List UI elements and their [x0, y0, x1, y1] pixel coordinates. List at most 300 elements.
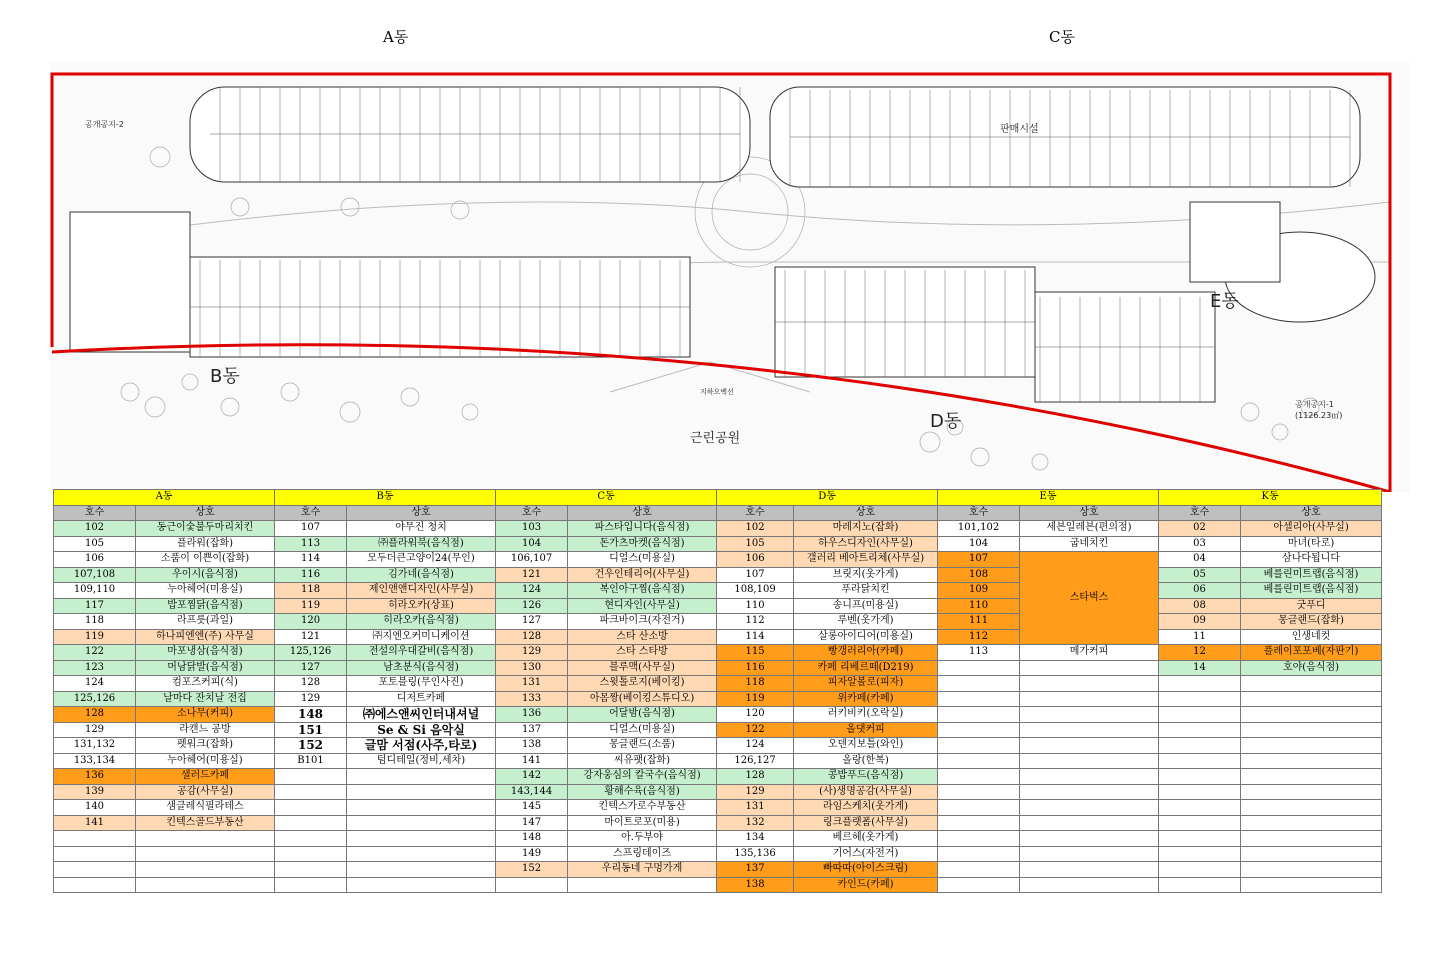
- table-row: [54, 846, 1382, 862]
- unit-number-cell: 05: [1159, 567, 1241, 583]
- unit-number-cell: [275, 846, 347, 862]
- store-name-cell: 갤러리 베아트리체(사무실): [794, 552, 938, 568]
- map-label-public1-area: (1126.23㎡): [1295, 411, 1343, 420]
- unit-number-cell: 128: [496, 629, 568, 645]
- store-name-cell: [1020, 831, 1159, 847]
- store-name-cell: 히라오카(음식점): [347, 614, 496, 630]
- store-name-cell: 빠따따(아이스크림): [794, 862, 938, 878]
- table-row: [54, 676, 1382, 692]
- unit-number-cell: 119: [275, 598, 347, 614]
- store-name-cell: [1241, 738, 1382, 754]
- store-name-cell: 히라오카(상표): [347, 598, 496, 614]
- store-name-cell: 카인드(카페): [794, 877, 938, 893]
- unit-number-cell: 106,107: [496, 552, 568, 568]
- store-name-cell: 위카페(카페): [794, 691, 938, 707]
- map-label-ramp: 지하오백선: [700, 388, 734, 396]
- store-name-cell: [1020, 691, 1159, 707]
- table-row: [54, 722, 1382, 738]
- store-name-cell: 빵갱러리아(카페): [794, 645, 938, 661]
- building-header-3: D동: [717, 490, 938, 506]
- store-name-cell: [1241, 846, 1382, 862]
- store-name-cell: 아.두부야: [568, 831, 717, 847]
- store-name-cell: 아몸짱(베이킹스튜디오): [568, 691, 717, 707]
- column-header-name: 상호: [347, 505, 496, 521]
- unit-number-cell: [938, 660, 1020, 676]
- table-row: [54, 552, 1382, 568]
- unit-number-cell: 124: [54, 676, 136, 692]
- unit-number-cell: 119: [54, 629, 136, 645]
- store-name-cell: 씨유팻(잡화): [568, 753, 717, 769]
- unit-number-cell: [275, 815, 347, 831]
- unit-number-cell: 129: [496, 645, 568, 661]
- store-name-cell: 킨텍스가로수부동산: [568, 800, 717, 816]
- unit-number-cell: [1159, 707, 1241, 723]
- unit-number-cell: 124: [496, 583, 568, 599]
- map-label-public2: 공개공지-2: [85, 120, 124, 129]
- store-name-cell: 라캔느 공방: [136, 722, 275, 738]
- unit-number-cell: 107: [275, 521, 347, 537]
- unit-number-cell: [1159, 800, 1241, 816]
- unit-number-cell: 114: [717, 629, 794, 645]
- label-building-a: A동: [383, 28, 409, 46]
- building-header-row: [54, 490, 1382, 506]
- unit-number-cell: 11: [1159, 629, 1241, 645]
- unit-number-cell: 108,109: [717, 583, 794, 599]
- store-name-cell: 김가네(음식점): [347, 567, 496, 583]
- unit-number-cell: 105: [717, 536, 794, 552]
- store-name-cell: 피자알볼로(피자): [794, 676, 938, 692]
- unit-number-cell: 102: [54, 521, 136, 537]
- store-name-cell: ㈜플라워북(음식점): [347, 536, 496, 552]
- store-name-cell: [1020, 660, 1159, 676]
- store-directory-table: [53, 489, 1381, 893]
- unit-number-cell: 128: [275, 676, 347, 692]
- store-name-cell: 텀디테일(정비,세차): [347, 753, 496, 769]
- store-name-cell: [1241, 707, 1382, 723]
- unit-number-cell: 147: [496, 815, 568, 831]
- table-row: [54, 862, 1382, 878]
- store-name-cell: 현디자인(사무실): [568, 598, 717, 614]
- store-name-cell: Se & Si 음악실: [347, 722, 496, 738]
- unit-number-cell: [1159, 862, 1241, 878]
- store-name-cell: 기어스(자전거): [794, 846, 938, 862]
- unit-number-cell: 129: [275, 691, 347, 707]
- unit-number-cell: 151: [275, 722, 347, 738]
- store-name-cell: 플라워(잡화): [136, 536, 275, 552]
- store-name-cell: 동근이숯불두마리치킨: [136, 521, 275, 537]
- store-name-cell: [347, 831, 496, 847]
- store-name-cell: 파크바이크(자전거): [568, 614, 717, 630]
- unit-number-cell: 107: [938, 552, 1020, 568]
- table-row: [54, 800, 1382, 816]
- unit-number-cell: [1159, 691, 1241, 707]
- store-name-cell: [1020, 676, 1159, 692]
- table-body: [54, 521, 1382, 893]
- unit-number-cell: 134: [717, 831, 794, 847]
- unit-number-cell: 114: [275, 552, 347, 568]
- unit-number-cell: 105: [54, 536, 136, 552]
- store-name-cell: 파스타입니다(음식점): [568, 521, 717, 537]
- unit-number-cell: [275, 800, 347, 816]
- unit-number-cell: [1159, 738, 1241, 754]
- unit-number-cell: B101: [275, 753, 347, 769]
- column-header-row: [54, 505, 1382, 521]
- unit-number-cell: [1159, 784, 1241, 800]
- store-name-cell: 글맘 서점(사주,타로): [347, 738, 496, 754]
- store-name-cell: 날마다 잔치날 전집: [136, 691, 275, 707]
- unit-number-cell: [938, 862, 1020, 878]
- unit-number-cell: 148: [275, 707, 347, 723]
- store-name-cell: 펫워크(잡화): [136, 738, 275, 754]
- unit-number-cell: 128: [717, 769, 794, 785]
- store-name-cell: [347, 877, 496, 893]
- unit-number-cell: 117: [54, 598, 136, 614]
- store-name-cell: [1020, 846, 1159, 862]
- starbucks-merged-cell: 스타벅스: [1020, 552, 1159, 645]
- store-name-cell: 카페 리베르떼(D219): [794, 660, 938, 676]
- table-row: [54, 521, 1382, 537]
- unit-number-cell: 106: [54, 552, 136, 568]
- column-header-name: 상호: [136, 505, 275, 521]
- column-header-name: 상호: [794, 505, 938, 521]
- store-name-cell: [1241, 815, 1382, 831]
- unit-number-cell: 109: [938, 583, 1020, 599]
- unit-number-cell: 115: [717, 645, 794, 661]
- site-plan-map: [50, 62, 1410, 492]
- unit-number-cell: [54, 862, 136, 878]
- store-name-cell: [136, 877, 275, 893]
- unit-number-cell: 122: [717, 722, 794, 738]
- store-name-cell: [1241, 676, 1382, 692]
- unit-number-cell: 110: [938, 598, 1020, 614]
- table-row: [54, 567, 1382, 583]
- unit-number-cell: 140: [54, 800, 136, 816]
- store-name-cell: [1241, 769, 1382, 785]
- table-row: [54, 629, 1382, 645]
- store-name-cell: 황해수육(음식점): [568, 784, 717, 800]
- store-name-cell: [1020, 753, 1159, 769]
- store-name-cell: [347, 784, 496, 800]
- unit-number-cell: 136: [54, 769, 136, 785]
- store-name-cell: 어달밤(음식점): [568, 707, 717, 723]
- unit-number-cell: 138: [496, 738, 568, 754]
- table-row: [54, 645, 1382, 661]
- unit-number-cell: 116: [275, 567, 347, 583]
- unit-number-cell: 120: [717, 707, 794, 723]
- unit-number-cell: 152: [496, 862, 568, 878]
- store-name-cell: 포토블링(무인사진): [347, 676, 496, 692]
- table-row: [54, 769, 1382, 785]
- store-name-cell: (사)생명공감(사무실): [794, 784, 938, 800]
- store-name-cell: 몽글랜드(잡화): [1241, 614, 1382, 630]
- store-name-cell: 머남닭발(음식점): [136, 660, 275, 676]
- column-header-num: 호수: [496, 505, 568, 521]
- store-name-cell: 남초분식(음식점): [347, 660, 496, 676]
- unit-number-cell: [275, 784, 347, 800]
- store-name-cell: 하우스디자인(사무실): [794, 536, 938, 552]
- store-name-cell: [347, 862, 496, 878]
- unit-number-cell: 112: [938, 629, 1020, 645]
- store-name-cell: 세븐일레븐(편의점): [1020, 521, 1159, 537]
- unit-number-cell: [1159, 722, 1241, 738]
- store-name-cell: 공감(사무실): [136, 784, 275, 800]
- unit-number-cell: 107,108: [54, 567, 136, 583]
- store-name-cell: 스윗톨로지(베이킹): [568, 676, 717, 692]
- store-name-cell: [1020, 862, 1159, 878]
- store-name-cell: [347, 769, 496, 785]
- map-label-b: B동: [210, 366, 240, 387]
- unit-number-cell: 123: [54, 660, 136, 676]
- unit-number-cell: [938, 800, 1020, 816]
- table-row: [54, 583, 1382, 599]
- store-name-cell: 누아헤어(미용실): [136, 583, 275, 599]
- label-building-c: C동: [1049, 28, 1075, 46]
- store-name-cell: 라프릇(과일): [136, 614, 275, 630]
- store-name-cell: [1241, 831, 1382, 847]
- table-row: [54, 815, 1382, 831]
- store-name-cell: [1020, 784, 1159, 800]
- store-name-cell: [136, 862, 275, 878]
- unit-number-cell: 110: [717, 598, 794, 614]
- store-name-cell: 강자웅심의 칼국수(음식점): [568, 769, 717, 785]
- store-name-cell: 인생네컷: [1241, 629, 1382, 645]
- store-name-cell: 컴포즈커피(식): [136, 676, 275, 692]
- unit-number-cell: [1159, 846, 1241, 862]
- unit-number-cell: 126: [496, 598, 568, 614]
- store-name-cell: 전설의우대갈비(음식점): [347, 645, 496, 661]
- unit-number-cell: 142: [496, 769, 568, 785]
- store-name-cell: 제인앤앤디자인(사무실): [347, 583, 496, 599]
- unit-number-cell: [938, 691, 1020, 707]
- unit-number-cell: [496, 877, 568, 893]
- map-label-public1: 공개공지-1: [1295, 400, 1334, 409]
- store-name-cell: [1020, 738, 1159, 754]
- store-name-cell: 플레이포포베(자판기): [1241, 645, 1382, 661]
- unit-number-cell: [938, 753, 1020, 769]
- store-name-cell: 샐러드카페: [136, 769, 275, 785]
- unit-number-cell: 143,144: [496, 784, 568, 800]
- map-label-park: 근린공원: [690, 431, 741, 446]
- column-header-num: 호수: [717, 505, 794, 521]
- unit-number-cell: 131: [496, 676, 568, 692]
- unit-number-cell: 104: [496, 536, 568, 552]
- unit-number-cell: [1159, 753, 1241, 769]
- unit-number-cell: 152: [275, 738, 347, 754]
- store-name-cell: 돈가츠마켓(음식점): [568, 536, 717, 552]
- unit-number-cell: [54, 831, 136, 847]
- store-name-cell: [1020, 707, 1159, 723]
- building-header-2: C동: [496, 490, 717, 506]
- store-name-cell: [1241, 722, 1382, 738]
- unit-number-cell: 118: [275, 583, 347, 599]
- store-name-cell: ㈜에스앤씨인터내셔널: [347, 707, 496, 723]
- unit-number-cell: 122: [54, 645, 136, 661]
- store-name-cell: 호야(음식점): [1241, 660, 1382, 676]
- store-name-cell: 마레지노(잡화): [794, 521, 938, 537]
- table-row: [54, 614, 1382, 630]
- unit-number-cell: [1159, 769, 1241, 785]
- store-name-cell: [1241, 753, 1382, 769]
- store-name-cell: [1241, 784, 1382, 800]
- store-name-cell: 올랑(한복): [794, 753, 938, 769]
- store-name-cell: 살롱아이디어(미용실): [794, 629, 938, 645]
- unit-number-cell: 107: [717, 567, 794, 583]
- store-name-cell: 킨텍스골드부동산: [136, 815, 275, 831]
- store-name-cell: 우이시(음식점): [136, 567, 275, 583]
- unit-number-cell: 04: [1159, 552, 1241, 568]
- building-header-1: B동: [275, 490, 496, 506]
- unit-number-cell: 125,126: [275, 645, 347, 661]
- store-name-cell: ㈜지엔오커미니케이션: [347, 629, 496, 645]
- store-name-cell: [1241, 800, 1382, 816]
- unit-number-cell: [1159, 815, 1241, 831]
- table-row: [54, 598, 1382, 614]
- unit-number-cell: 109,110: [54, 583, 136, 599]
- unit-number-cell: [938, 815, 1020, 831]
- unit-number-cell: 124: [717, 738, 794, 754]
- unit-number-cell: 139: [54, 784, 136, 800]
- unit-number-cell: 104: [938, 536, 1020, 552]
- building-header-5: K동: [1159, 490, 1382, 506]
- unit-number-cell: [938, 738, 1020, 754]
- unit-number-cell: 12: [1159, 645, 1241, 661]
- unit-number-cell: [938, 846, 1020, 862]
- unit-number-cell: 129: [717, 784, 794, 800]
- unit-number-cell: 137: [496, 722, 568, 738]
- unit-number-cell: 106: [717, 552, 794, 568]
- store-name-cell: 베를린미트랩(음식점): [1241, 567, 1382, 583]
- column-header-name: 상호: [1020, 505, 1159, 521]
- unit-number-cell: [938, 769, 1020, 785]
- store-name-cell: [1020, 722, 1159, 738]
- store-name-cell: 링크플랫폼(사무실): [794, 815, 938, 831]
- store-name-cell: 블루맥(사무실): [568, 660, 717, 676]
- store-name-cell: 밥포찜닭(음식점): [136, 598, 275, 614]
- unit-number-cell: 126,127: [717, 753, 794, 769]
- store-name-cell: 마이트로포(미용): [568, 815, 717, 831]
- map-label-sales: 판매시설: [1000, 124, 1039, 135]
- store-name-cell: 마녀(타로): [1241, 536, 1382, 552]
- store-name-cell: [1020, 877, 1159, 893]
- unit-number-cell: [938, 784, 1020, 800]
- unit-number-cell: [54, 877, 136, 893]
- unit-number-cell: [1159, 831, 1241, 847]
- table-row: [54, 784, 1382, 800]
- unit-number-cell: 121: [275, 629, 347, 645]
- unit-number-cell: 129: [54, 722, 136, 738]
- unit-number-cell: 14: [1159, 660, 1241, 676]
- store-name-cell: 누아헤어(미용실): [136, 753, 275, 769]
- store-name-cell: 스타 스타방: [568, 645, 717, 661]
- store-name-cell: [347, 800, 496, 816]
- store-name-cell: [1020, 800, 1159, 816]
- store-name-cell: 루벤(옷가게): [794, 614, 938, 630]
- unit-number-cell: 111: [938, 614, 1020, 630]
- unit-number-cell: 116: [717, 660, 794, 676]
- store-name-cell: [136, 846, 275, 862]
- unit-number-cell: [938, 676, 1020, 692]
- map-label-e: E동: [1210, 291, 1239, 312]
- column-header-num: 호수: [275, 505, 347, 521]
- unit-number-cell: [1159, 676, 1241, 692]
- unit-number-cell: [938, 877, 1020, 893]
- unit-number-cell: 131,132: [54, 738, 136, 754]
- unit-number-cell: 128: [54, 707, 136, 723]
- unit-number-cell: 132: [717, 815, 794, 831]
- unit-number-cell: 121: [496, 567, 568, 583]
- store-name-cell: 삼나다됩니다: [1241, 552, 1382, 568]
- unit-number-cell: 103: [496, 521, 568, 537]
- store-name-cell: 굽네치킨: [1020, 536, 1159, 552]
- column-header-num: 호수: [938, 505, 1020, 521]
- store-name-cell: 마포냉삼(음식점): [136, 645, 275, 661]
- store-name-cell: 스프링데이즈: [568, 846, 717, 862]
- store-name-cell: 아셀리아(사무실): [1241, 521, 1382, 537]
- store-name-cell: 콩밥푸드(음식점): [794, 769, 938, 785]
- unit-number-cell: 112: [717, 614, 794, 630]
- store-name-cell: 굿푸디: [1241, 598, 1382, 614]
- table-row: [54, 738, 1382, 754]
- table-row: [54, 831, 1382, 847]
- store-name-cell: 베를린미트랩(음식점): [1241, 583, 1382, 599]
- unit-number-cell: 08: [1159, 598, 1241, 614]
- table-row: [54, 753, 1382, 769]
- unit-number-cell: 127: [275, 660, 347, 676]
- unit-number-cell: [1159, 877, 1241, 893]
- store-name-cell: 디얼스(미용실): [568, 722, 717, 738]
- store-name-cell: 러키비키(오락실): [794, 707, 938, 723]
- store-name-cell: [136, 831, 275, 847]
- store-name-cell: 디얼스(미용실): [568, 552, 717, 568]
- store-name-cell: 베르헤(옷가게): [794, 831, 938, 847]
- store-name-cell: 소품이 이쁜이(잡화): [136, 552, 275, 568]
- unit-number-cell: 113: [938, 645, 1020, 661]
- store-name-cell: 모두더큰고양이24(무인): [347, 552, 496, 568]
- unit-number-cell: 133,134: [54, 753, 136, 769]
- unit-number-cell: 145: [496, 800, 568, 816]
- store-name-cell: [347, 846, 496, 862]
- store-name-cell: [347, 815, 496, 831]
- store-name-cell: 송니프(미용실): [794, 598, 938, 614]
- unit-number-cell: 119: [717, 691, 794, 707]
- unit-number-cell: [54, 846, 136, 862]
- building-header-4: E동: [938, 490, 1159, 506]
- unit-number-cell: 135,136: [717, 846, 794, 862]
- unit-number-cell: [275, 769, 347, 785]
- store-name-cell: 우리동네 구멍가게: [568, 862, 717, 878]
- unit-number-cell: 141: [54, 815, 136, 831]
- unit-number-cell: 09: [1159, 614, 1241, 630]
- table-row: [54, 707, 1382, 723]
- unit-number-cell: 130: [496, 660, 568, 676]
- map-label-d: D동: [930, 411, 962, 432]
- unit-number-cell: 06: [1159, 583, 1241, 599]
- store-name-cell: 하나피엔엔(주) 사무실: [136, 629, 275, 645]
- store-name-cell: 소나무(커피): [136, 707, 275, 723]
- unit-number-cell: 108: [938, 567, 1020, 583]
- unit-number-cell: [938, 831, 1020, 847]
- store-name-cell: [1241, 862, 1382, 878]
- unit-number-cell: [275, 877, 347, 893]
- unit-number-cell: 131: [717, 800, 794, 816]
- unit-number-cell: 138: [717, 877, 794, 893]
- table-row: [54, 660, 1382, 676]
- store-name-cell: 라임스케치(옷가게): [794, 800, 938, 816]
- store-name-cell: 오덴지보틀(와인): [794, 738, 938, 754]
- column-header-num: 호수: [54, 505, 136, 521]
- unit-number-cell: [938, 707, 1020, 723]
- store-name-cell: 야무진 청치: [347, 521, 496, 537]
